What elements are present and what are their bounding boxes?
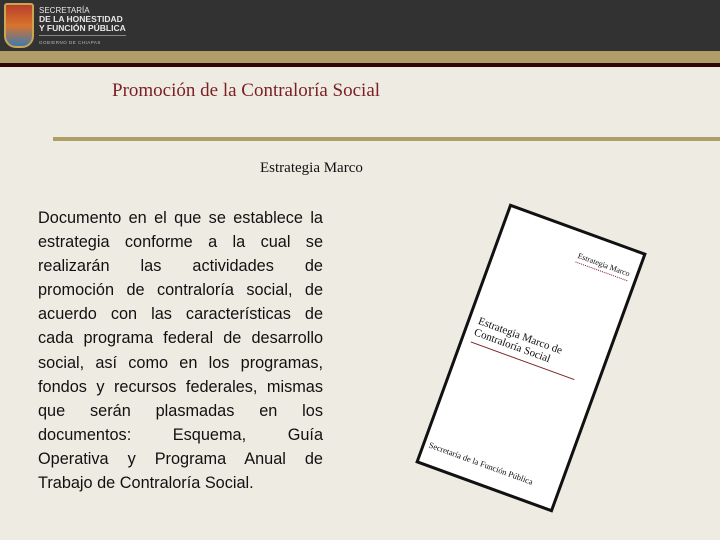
org-line-1: SECRETARÍA bbox=[39, 6, 90, 15]
slide-title: Promoción de la Contraloría Social bbox=[112, 80, 381, 101]
document-header: Estrategia Marco bbox=[575, 251, 631, 281]
document-footer: Secretaría de la Función Pública bbox=[427, 439, 535, 487]
organization-name bbox=[39, 6, 126, 47]
body-text: Documento en el que se establece la estrategia conforme a la cual se realizarán las actividades de promoción de contraloría social, de acuerdo con las características de cada programa federal de desarrollo social, así como en los programas, fondos y recursos federales, mismas que serán plasmadas en los documentos: Esquema, Guía Operativa y Programa Anual de Trabajo de Contraloría Social. bbox=[38, 209, 323, 493]
header-bar bbox=[0, 0, 720, 51]
document-title: Estrategia Marco de Contraloría Social bbox=[471, 315, 584, 380]
maroon-stripe bbox=[0, 63, 720, 67]
slide-subtitle: Estrategia Marco bbox=[260, 160, 363, 176]
document-cover-image bbox=[415, 203, 647, 512]
gold-stripe bbox=[0, 51, 720, 63]
title-divider bbox=[53, 137, 720, 141]
org-line-3: Y FUNCIÓN PÚBLICA bbox=[39, 23, 126, 33]
org-line-4: GOBIERNO DE CHIAPAS bbox=[39, 35, 126, 47]
org-line-2: DE LA HONESTIDAD bbox=[39, 14, 123, 24]
chiapas-coat-of-arms-logo bbox=[4, 3, 34, 48]
